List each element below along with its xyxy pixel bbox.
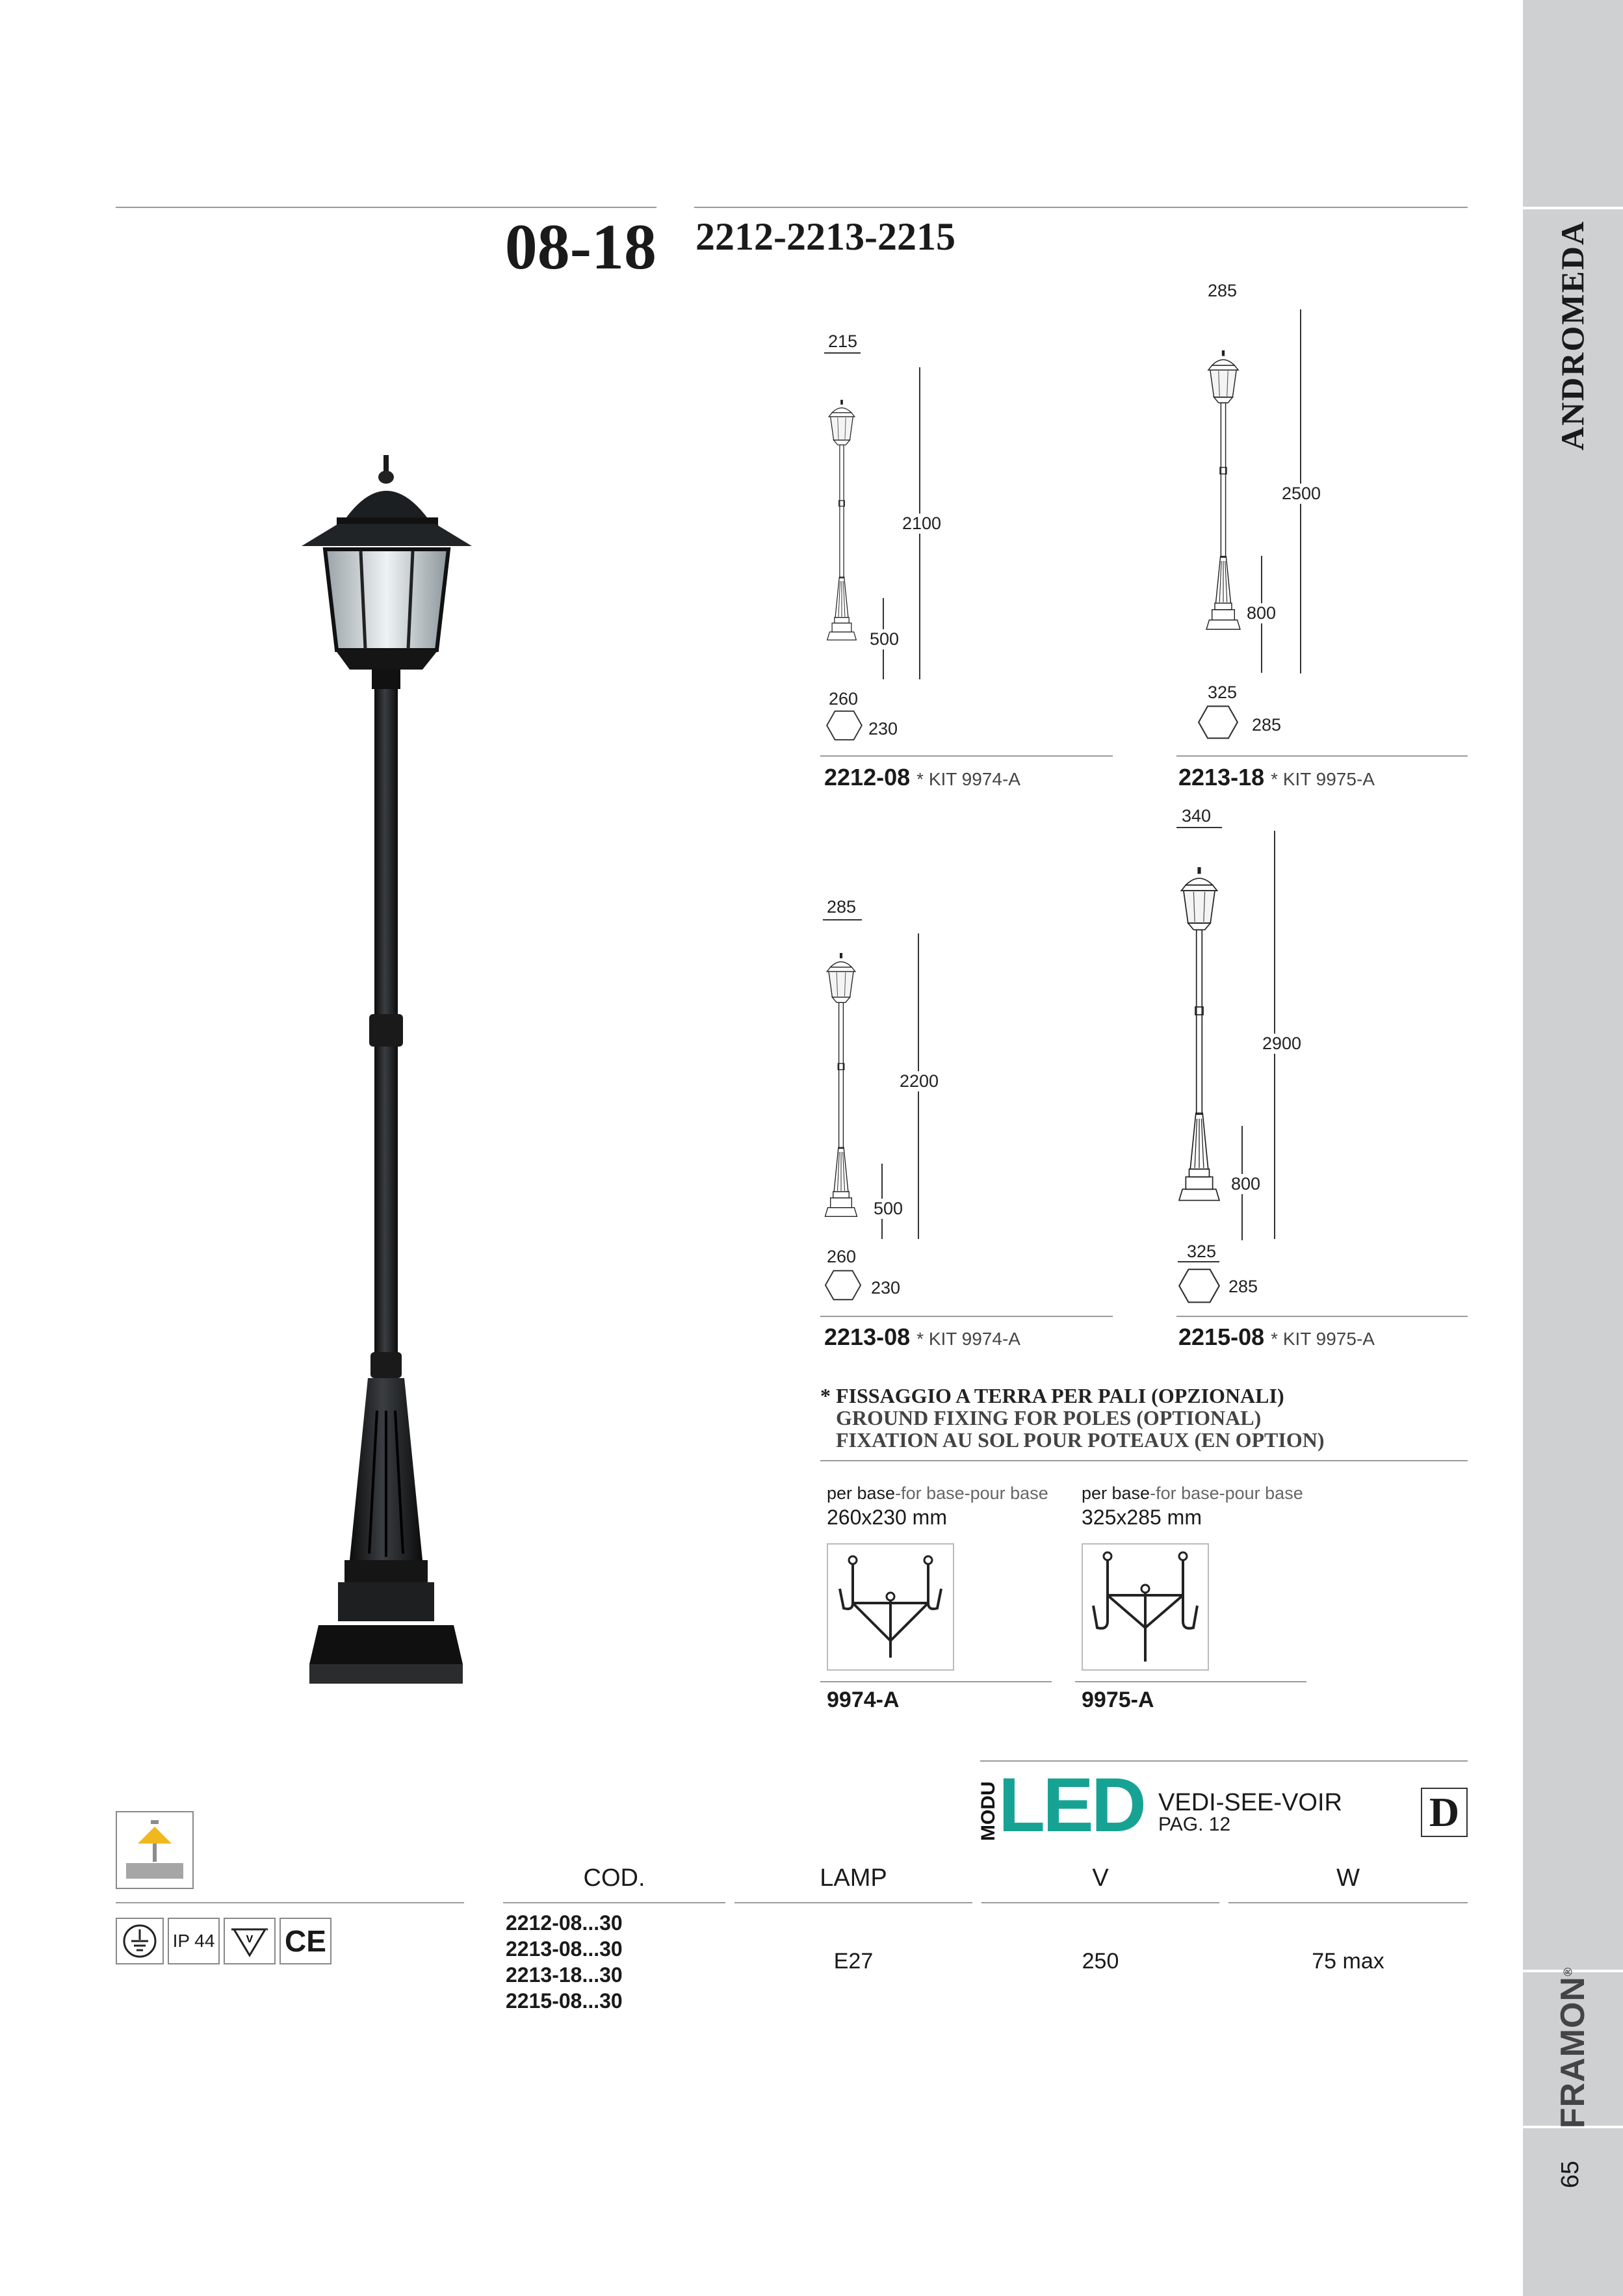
fixing-rule <box>820 1460 1468 1461</box>
dim-line <box>1178 1261 1219 1262</box>
variant-code: 2213-18 * KIT 9975-A <box>1178 764 1375 790</box>
dim-height: 2100 <box>902 514 942 533</box>
col-header-lamp: LAMP <box>820 1864 887 1892</box>
table-row: 2212-08...30 <box>506 1911 623 1935</box>
kit-drawing <box>827 1543 954 1671</box>
table-rule <box>503 1902 725 1903</box>
dim-base-width: 260 <box>829 689 859 709</box>
kit-drawing <box>1082 1543 1209 1671</box>
dim-line <box>823 919 862 920</box>
variant-code: 2215-08 * KIT 9975-A <box>1178 1324 1375 1350</box>
kit-code: 9974-A <box>827 1688 900 1712</box>
earth-class-icon <box>116 1918 164 1964</box>
dim-base-height: 500 <box>874 1199 903 1218</box>
models-title: 2212-2213-2215 <box>695 215 955 258</box>
kit-label: per base-for base-pour base <box>827 1483 1048 1503</box>
kit-size: 260x230 mm <box>827 1506 947 1529</box>
code-list <box>506 1910 623 2014</box>
table-row: 2213-18...30 <box>506 1963 623 1987</box>
page-number: 65 <box>1557 2160 1584 2189</box>
table-rule <box>734 1902 972 1903</box>
variant-rule <box>820 1316 1113 1317</box>
see-page-number: PAG. 12 <box>1158 1814 1231 1835</box>
fixing-title-en: GROUND FIXING FOR POLES (OPTIONAL) <box>836 1406 1262 1429</box>
table-rule <box>116 1902 464 1903</box>
dim-top-width: 215 <box>828 332 858 351</box>
lamp-post-photo <box>292 455 481 1788</box>
fixing-title-fr: FIXATION AU SOL POUR POTEAUX (EN OPTION) <box>836 1428 1325 1452</box>
dim-base-height: 500 <box>870 629 900 649</box>
variant-code: 2212-08 * KIT 9974-A <box>824 764 1020 790</box>
ground-install-icon <box>116 1811 194 1889</box>
variant-rule <box>1176 1316 1468 1317</box>
dim-height: 2900 <box>1262 1034 1302 1053</box>
ip-rating-icon: IP 44 <box>168 1918 220 1964</box>
dim-top-width: 340 <box>1182 806 1212 826</box>
sidebar-divider <box>1523 207 1623 209</box>
dim-base-width: 325 <box>1208 683 1238 702</box>
dim-height: 2500 <box>1282 484 1321 503</box>
lamp-drawing-2215-08 <box>1171 827 1227 1243</box>
table-rule <box>1228 1902 1468 1903</box>
col-header-cod: COD. <box>583 1864 645 1892</box>
lamp-drawing-2213-18 <box>1200 306 1247 676</box>
dim-base-height: 800 <box>1247 603 1277 623</box>
flammable-surface-icon <box>224 1918 276 1964</box>
fixing-title <box>820 1385 1324 1451</box>
svg-text:V: V <box>246 1934 253 1945</box>
kit-rule <box>820 1681 1052 1682</box>
table-row: 2215-08...30 <box>506 1989 623 2013</box>
lamp-drawing-2213-08 <box>819 930 863 1242</box>
dim-base-width: 260 <box>827 1247 857 1266</box>
range-title: 08-18 <box>504 211 656 283</box>
hex-base-icon <box>825 710 863 741</box>
dim-top-width: 285 <box>1208 281 1238 300</box>
watt-value: 75 max <box>1312 1949 1384 1974</box>
hex-base-icon <box>824 1269 862 1301</box>
lamp-value: E27 <box>833 1949 874 1974</box>
col-header-v: V <box>1092 1864 1109 1892</box>
see-page-label: VEDI-SEE-VOIR <box>1158 1789 1342 1816</box>
dim-base-depth: 230 <box>871 1278 901 1298</box>
hex-base-icon <box>1178 1268 1221 1304</box>
table-row: 2213-08...30 <box>506 1937 623 1961</box>
col-header-w: W <box>1336 1864 1360 1892</box>
kit-label: per base-for base-pour base <box>1082 1483 1303 1503</box>
lamp-drawing-2212-08 <box>822 361 862 680</box>
table-rule <box>981 1902 1219 1903</box>
collection-name: ANDROMEDA <box>1554 220 1591 450</box>
dim-line <box>1176 827 1222 828</box>
kit-rule <box>1075 1681 1306 1682</box>
fixing-title-it: * FISSAGGIO A TERRA PER PALI (OPZIONALI) <box>820 1384 1284 1407</box>
moduled-logo: LED <box>998 1762 1144 1848</box>
dim-base-width: 325 <box>1187 1242 1217 1261</box>
dim-base-depth: 230 <box>868 719 898 738</box>
dim-height: 2200 <box>900 1071 939 1091</box>
variant-rule <box>820 755 1113 757</box>
voltage-value: 250 <box>1082 1949 1119 1974</box>
energy-class-badge: D <box>1421 1788 1468 1837</box>
brand-logo: FRAMON® <box>1554 1966 1592 2129</box>
kit-size: 325x285 mm <box>1082 1506 1202 1529</box>
dim-base-height: 800 <box>1231 1174 1261 1194</box>
dim-base-depth: 285 <box>1228 1277 1258 1296</box>
moduled-prefix: MODU <box>978 1781 999 1841</box>
variant-rule <box>1176 755 1468 757</box>
dim-base-depth: 285 <box>1252 715 1282 735</box>
ce-mark-icon: CE <box>279 1918 331 1964</box>
dim-line <box>824 352 861 354</box>
header-rule-right <box>694 207 1468 208</box>
header-rule-left <box>116 207 656 208</box>
moduled-rule <box>980 1760 1468 1762</box>
variant-code: 2213-08 * KIT 9974-A <box>824 1324 1020 1350</box>
kit-code: 9975-A <box>1082 1688 1154 1712</box>
hex-base-icon <box>1197 705 1239 740</box>
dim-top-width: 285 <box>827 897 857 917</box>
